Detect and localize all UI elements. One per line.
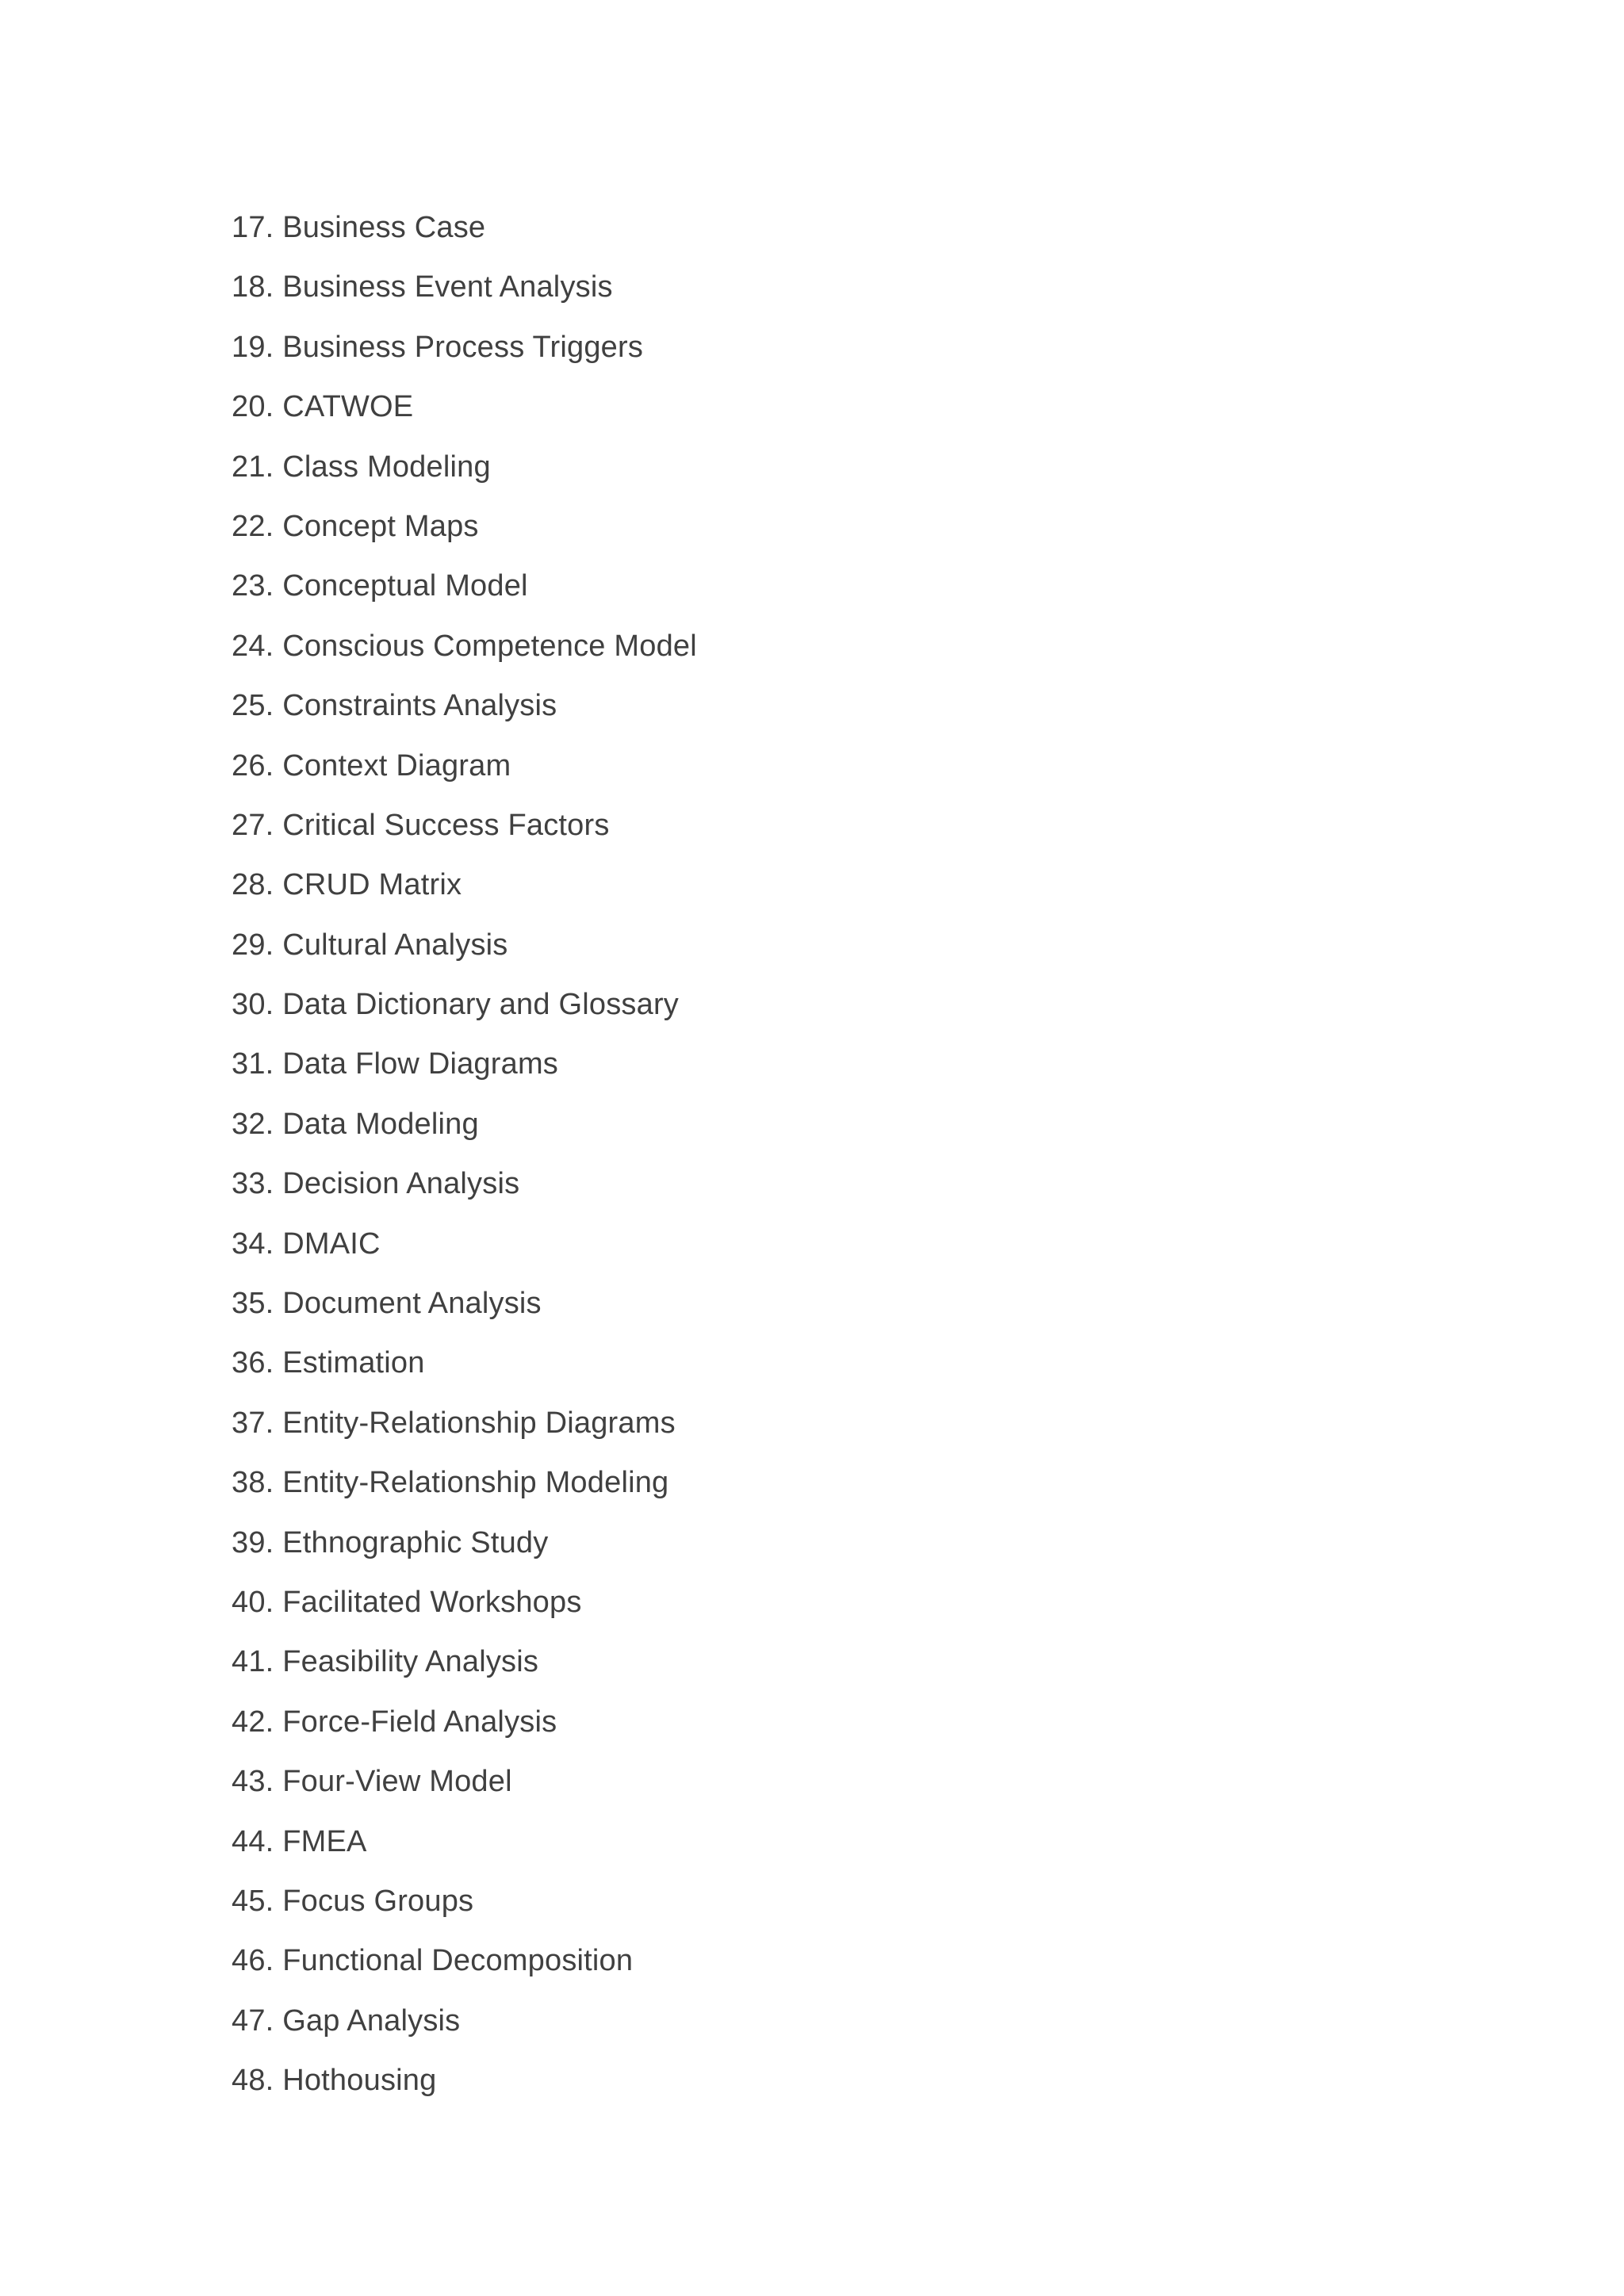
list-item bbox=[232, 1759, 697, 1819]
list-item bbox=[232, 1999, 697, 2058]
item-label: Conceptual Model bbox=[282, 569, 528, 603]
item-label: Data Modeling bbox=[282, 1107, 479, 1141]
list-item bbox=[232, 1879, 697, 1938]
list-item bbox=[232, 1102, 697, 1161]
item-number: 34. bbox=[232, 1226, 274, 1261]
list-item bbox=[232, 683, 697, 743]
item-label: Constraints Analysis bbox=[282, 689, 557, 723]
item-number: 26. bbox=[232, 748, 274, 783]
item-number: 32. bbox=[232, 1107, 274, 1141]
item-number: 29. bbox=[232, 928, 274, 962]
list-item bbox=[232, 1341, 697, 1400]
item-number: 18. bbox=[232, 270, 274, 304]
list-item bbox=[232, 1820, 697, 1879]
item-label: Functional Decomposition bbox=[282, 1944, 634, 1978]
list-item bbox=[232, 1222, 697, 1281]
list-item bbox=[232, 1281, 697, 1341]
list-item bbox=[232, 2058, 697, 2118]
item-number: 43. bbox=[232, 1765, 274, 1799]
item-number: 30. bbox=[232, 988, 274, 1022]
item-label: Cultural Analysis bbox=[282, 928, 508, 962]
item-number: 28. bbox=[232, 868, 274, 902]
list-item bbox=[232, 385, 697, 444]
item-label: CRUD Matrix bbox=[282, 868, 462, 902]
item-label: Focus Groups bbox=[282, 1884, 474, 1918]
item-label: Business Case bbox=[282, 211, 486, 244]
list-item bbox=[232, 1938, 697, 1998]
item-number: 46. bbox=[232, 1944, 274, 1978]
list-item bbox=[232, 744, 697, 803]
item-number: 40. bbox=[232, 1585, 274, 1619]
item-number: 20. bbox=[232, 390, 274, 424]
item-label: Business Process Triggers bbox=[282, 330, 644, 364]
list-item bbox=[232, 564, 697, 623]
list-item bbox=[232, 205, 697, 265]
item-number: 22. bbox=[232, 509, 274, 543]
list-item bbox=[232, 863, 697, 922]
list-item bbox=[232, 1700, 697, 1759]
list-item bbox=[232, 1042, 697, 1101]
item-label: Ethnographic Study bbox=[282, 1525, 549, 1559]
item-label: Gap Analysis bbox=[282, 2003, 461, 2038]
list-item bbox=[232, 803, 697, 863]
item-label: Concept Maps bbox=[282, 509, 479, 543]
item-label: Force-Field Analysis bbox=[282, 1705, 557, 1739]
item-number: 41. bbox=[232, 1645, 274, 1679]
item-label: Business Event Analysis bbox=[282, 270, 613, 304]
item-label: Data Dictionary and Glossary bbox=[282, 988, 680, 1022]
item-number: 42. bbox=[232, 1705, 274, 1739]
item-number: 25. bbox=[232, 689, 274, 723]
list-item bbox=[232, 982, 697, 1042]
list-item bbox=[232, 1521, 697, 1580]
item-label: Four-View Model bbox=[282, 1765, 512, 1799]
item-number: 31. bbox=[232, 1047, 274, 1081]
list-item bbox=[232, 265, 697, 324]
item-label: Entity-Relationship Diagrams bbox=[282, 1406, 676, 1440]
item-label: Critical Success Factors bbox=[282, 808, 610, 842]
item-label: Estimation bbox=[282, 1346, 425, 1380]
list-item bbox=[232, 1580, 697, 1640]
item-number: 36. bbox=[232, 1346, 274, 1380]
list-item bbox=[232, 325, 697, 385]
technique-list bbox=[232, 205, 697, 2118]
item-number: 48. bbox=[232, 2064, 274, 2098]
list-item bbox=[232, 1401, 697, 1460]
item-label: Data Flow Diagrams bbox=[282, 1047, 559, 1081]
item-label: Decision Analysis bbox=[282, 1167, 520, 1201]
item-number: 21. bbox=[232, 450, 274, 484]
item-number: 33. bbox=[232, 1167, 274, 1201]
item-number: 45. bbox=[232, 1884, 274, 1918]
item-label: Facilitated Workshops bbox=[282, 1585, 582, 1619]
list-item bbox=[232, 504, 697, 564]
list-item bbox=[232, 1460, 697, 1520]
list-item bbox=[232, 445, 697, 504]
list-item bbox=[232, 624, 697, 683]
item-number: 47. bbox=[232, 2003, 274, 2038]
item-label: Entity-Relationship Modeling bbox=[282, 1466, 669, 1500]
list-item bbox=[232, 1640, 697, 1699]
item-number: 17. bbox=[232, 211, 274, 244]
list-item bbox=[232, 923, 697, 982]
list-item bbox=[232, 1161, 697, 1221]
item-label: Document Analysis bbox=[282, 1287, 542, 1321]
item-label: Class Modeling bbox=[282, 450, 491, 484]
item-number: 38. bbox=[232, 1466, 274, 1500]
item-number: 19. bbox=[232, 330, 274, 364]
item-number: 27. bbox=[232, 808, 274, 842]
item-number: 44. bbox=[232, 1824, 274, 1858]
item-number: 39. bbox=[232, 1525, 274, 1559]
item-number: 24. bbox=[232, 629, 274, 663]
item-number: 35. bbox=[232, 1287, 274, 1321]
item-label: FMEA bbox=[282, 1824, 367, 1858]
item-number: 37. bbox=[232, 1406, 274, 1440]
item-label: Hothousing bbox=[282, 2064, 437, 2098]
item-label: CATWOE bbox=[282, 390, 414, 424]
item-number: 23. bbox=[232, 569, 274, 603]
item-label: Feasibility Analysis bbox=[282, 1645, 539, 1679]
item-label: DMAIC bbox=[282, 1226, 381, 1261]
item-label: Context Diagram bbox=[282, 748, 511, 783]
item-label: Conscious Competence Model bbox=[282, 629, 697, 663]
